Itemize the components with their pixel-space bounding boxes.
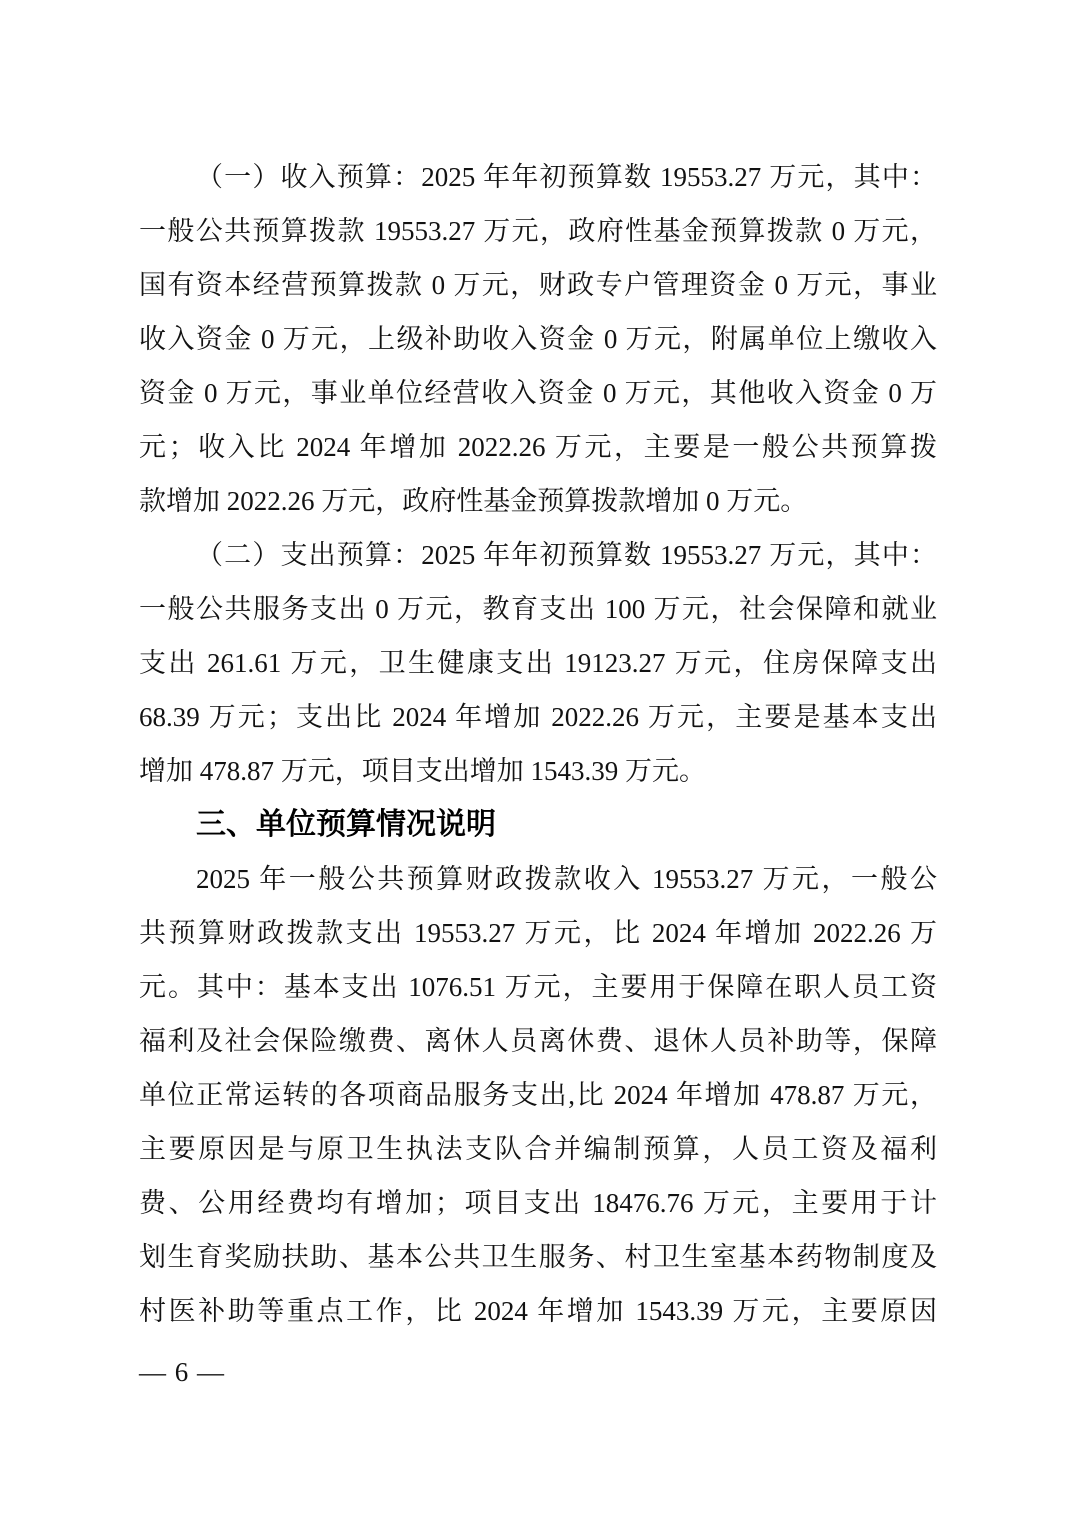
body-line: 68.39 万元；支出比 2024 年增加 2022.26 万元，主要是基本支出 — [139, 702, 937, 732]
body-line: 一般公共服务支出 0 万元，教育支出 100 万元，社会保障和就业 — [139, 594, 937, 624]
body-line: 主要原因是与原卫生执法支队合并编制预算，人员工资及福利 — [139, 1134, 937, 1164]
body-line: 元。其中：基本支出 1076.51 万元，主要用于保障在职人员工资 — [139, 972, 937, 1002]
body-line: 2025 年一般公共预算财政拨款收入 19553.27 万元，一般公 — [196, 864, 937, 894]
body-line: 划生育奖励扶助、基本公共卫生服务、村卫生室基本药物制度及 — [139, 1242, 937, 1272]
text-block — [139, 150, 937, 1338]
body-line: 福利及社会保险缴费、离休人员离休费、退休人员补助等，保障 — [139, 1026, 937, 1056]
section-heading: 三、单位预算情况说明 — [196, 808, 496, 841]
body-line: 收入资金 0 万元，上级补助收入资金 0 万元，附属单位上缴收入 — [139, 324, 937, 354]
body-line: 支出 261.61 万元，卫生健康支出 19123.27 万元，住房保障支出 — [139, 648, 937, 678]
page-number: — 6 — — [139, 1357, 225, 1387]
body-line: 款增加 2022.26 万元，政府性基金预算拨款增加 0 万元。 — [139, 486, 808, 516]
body-line: 增加 478.87 万元，项目支出增加 1543.39 万元。 — [139, 756, 706, 786]
body-line: 费、公用经费均有增加；项目支出 18476.76 万元，主要用于计 — [139, 1188, 937, 1218]
body-line: 一般公共预算拨款 19553.27 万元，政府性基金预算拨款 0 万元， — [139, 216, 937, 246]
body-line: （二）支出预算：2025 年年初预算数 19553.27 万元，其中： — [196, 540, 937, 570]
body-line: 国有资本经营预算拨款 0 万元，财政专户管理资金 0 万元，事业 — [139, 270, 937, 300]
body-line: 共预算财政拨款支出 19553.27 万元，比 2024 年增加 2022.26 万 — [139, 918, 937, 948]
body-line: 村医补助等重点工作，比 2024 年增加 1543.39 万元，主要原因 — [139, 1296, 937, 1326]
body-line: 元；收入比 2024 年增加 2022.26 万元，主要是一般公共预算拨 — [139, 432, 937, 462]
body-line: 资金 0 万元，事业单位经营收入资金 0 万元，其他收入资金 0 万 — [139, 378, 937, 408]
body-line: 单位正常运转的各项商品服务支出,比 2024 年增加 478.87 万元， — [139, 1080, 937, 1110]
body-line: （一）收入预算：2025 年年初预算数 19553.27 万元，其中： — [196, 162, 937, 192]
